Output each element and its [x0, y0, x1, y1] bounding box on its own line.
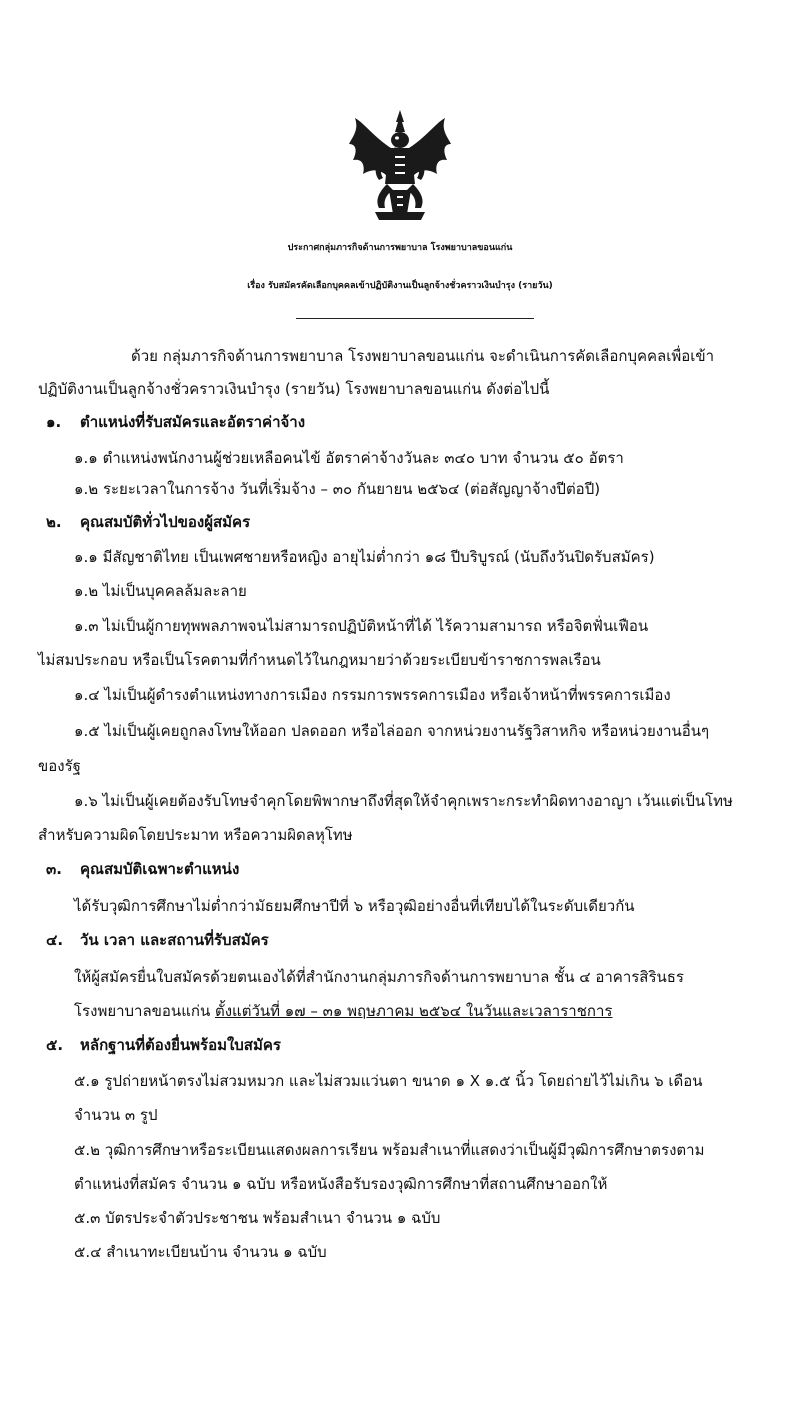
section-2-item-5-line-1: ๑.๕ ไม่เป็นผู้เคยถูกลงโทษให้ออก ปลดออก หรือไล่ออก จากหน่วยงานรัฐวิสาหกิจ หรือหน่วยงานอื่นๆ — [74, 722, 710, 740]
section-2-item-1: ๑.๑ มีสัญชาติไทย เป็นเพศชายหรือหญิง อายุไม่ต่ำกว่า ๑๘ ปีบริบูรณ์ (นับถึงวันปิดรับสมัคร) — [74, 548, 655, 566]
section-2-item-3-line-1: ๑.๓ ไม่เป็นผู้กายทุพพลภาพจนไม่สามารถปฏิบัติหน้าที่ได้ ไร้ความสามารถ หรือจิตฟั่นเฟือน — [74, 617, 649, 635]
section-5-title: หลักฐานที่ต้องยื่นพร้อมใบสมัคร — [80, 1036, 281, 1054]
intro-line-1: ด้วย กลุ่มภารกิจด้านการพยาบาล โรงพยาบาลขอนแก่น จะดำเนินการคัดเลือกบุคคลเพื่อเข้า — [131, 347, 715, 365]
announcement-subject: เรื่อง รับสมัครคัดเลือกบุคคลเข้าปฏิบัติงานเป็นลูกจ้างชั่วคราวเงินบำรุง (รายวัน) — [247, 281, 553, 291]
section-5-item-2-line-2: ตำแหน่งที่สมัคร จำนวน ๑ ฉบับ หรือหนังสือรับรองวุฒิการศึกษาที่สถานศึกษาออกให้ — [74, 1175, 608, 1193]
section-2-item-6-line-2: สำหรับความผิดโดยประมาท หรือความผิดลหุโทษ — [38, 826, 353, 844]
section-2-item-5-line-2: ของรัฐ — [38, 757, 81, 775]
section-1-item-2: ๑.๒ ระยะเวลาในการจ้าง วันที่เริ่มจ้าง – ๓๐ กันยายน ๒๕๖๔ (ต่อสัญญาจ้างปีต่อปี) — [74, 480, 601, 498]
section-1-title: ตำแหน่งที่รับสมัครและอัตราค่าจ้าง — [80, 413, 306, 431]
section-4-location: โรงพยาบาลขอนแก่น — [74, 1002, 215, 1020]
section-4-title: วัน เวลา และสถานที่รับสมัคร — [80, 931, 269, 949]
section-1-heading — [46, 412, 305, 432]
section-2-title: คุณสมบัติทั่วไปของผู้สมัคร — [80, 513, 251, 531]
section-2-number: ๒. — [46, 513, 62, 531]
section-5-heading — [46, 1035, 281, 1055]
intro-line-2: ปฏิบัติงานเป็นลูกจ้างชั่วคราวเงินบำรุง (รายวัน) โรงพยาบาลขอนแก่น ดังต่อไปนี้ — [38, 380, 550, 398]
section-1-item-1: ๑.๑ ตำแหน่งพนักงานผู้ช่วยเหลือคนไข้ อัตราค่าจ้างวันละ ๓๔๐ บาท จำนวน ๕๐ อัตรา — [74, 449, 624, 467]
section-2-item-2: ๑.๒ ไม่เป็นบุคคลล้มละลาย — [74, 582, 247, 600]
section-4-dates: ตั้งแต่วันที่ ๑๗ – ๓๑ พฤษภาคม ๒๕๖๔ ในวันและเวลาราชการ — [214, 1002, 613, 1020]
section-4-body-line-1: ให้ผู้สมัครยื่นใบสมัครด้วยตนเองได้ที่สำนักงานกลุ่มภารกิจด้านการพยาบาล ชั้น ๔ อาคารสิรินธร — [74, 968, 684, 986]
garuda-emblem-icon — [345, 108, 455, 226]
section-2-item-4: ๑.๔ ไม่เป็นผู้ดำรงตำแหน่งทางการเมือง กรรมการพรรคการเมือง หรือเจ้าหน้าที่พรรคการเมือง — [74, 686, 671, 704]
section-5-item-1-line-2: จำนวน ๓ รูป — [74, 1106, 158, 1124]
section-5-item-3: ๕.๓ บัตรประจำตัวประชาชน พร้อมสำเนา จำนวน ๑ ฉบับ — [74, 1209, 441, 1227]
announcement-title: ประกาศกลุ่มภารกิจด้านการพยาบาล โรงพยาบาลขอนแก่น — [287, 243, 513, 253]
section-1-number: ๑. — [46, 413, 62, 431]
section-2-item-6-line-1: ๑.๖ ไม่เป็นผู้เคยต้องรับโทษจำคุกโดยพิพากษาถึงที่สุดให้จำคุกเพราะกระทำผิดทางอาญา เว้นแต่เป็นโทษ — [74, 792, 733, 810]
section-2-heading — [46, 512, 250, 532]
section-5-item-4: ๕.๔ สำเนาทะเบียนบ้าน จำนวน ๑ ฉบับ — [74, 1243, 327, 1261]
section-3-heading — [46, 859, 239, 879]
section-3-title: คุณสมบัติเฉพาะตำแหน่ง — [80, 860, 240, 878]
section-5-item-1-line-1: ๕.๑ รูปถ่ายหน้าตรงไม่สวมหมวก และไม่สวมแว่นตา ขนาด ๑ X ๑.๕ นิ้ว โดยถ่ายไว้ไม่เกิน ๖ เดือน — [74, 1072, 703, 1090]
title-divider — [296, 318, 534, 319]
section-4-heading — [46, 930, 269, 950]
section-2-item-3-line-2: ไม่สมประกอบ หรือเป็นโรคตามที่กำหนดไว้ในกฎหมายว่าด้วยระเบียบข้าราชการพลเรือน — [38, 651, 601, 669]
section-4-body-line-2 — [74, 1001, 612, 1021]
section-5-number: ๕. — [46, 1036, 64, 1054]
section-3-number: ๓. — [46, 860, 62, 878]
section-5-item-2-line-1: ๕.๒ วุฒิการศึกษาหรือระเบียนแสดงผลการเรียน พร้อมสำเนาที่แสดงว่าเป็นผู้มีวุฒิการศึกษาตรงตาม — [74, 1141, 705, 1159]
section-3-body: ได้รับวุฒิการศึกษาไม่ต่ำกว่ามัธยมศึกษาปีที่ ๖ หรือวุฒิอย่างอื่นที่เทียบได้ในระดับเดียวกัน — [74, 897, 635, 915]
section-4-number: ๔. — [46, 931, 64, 949]
